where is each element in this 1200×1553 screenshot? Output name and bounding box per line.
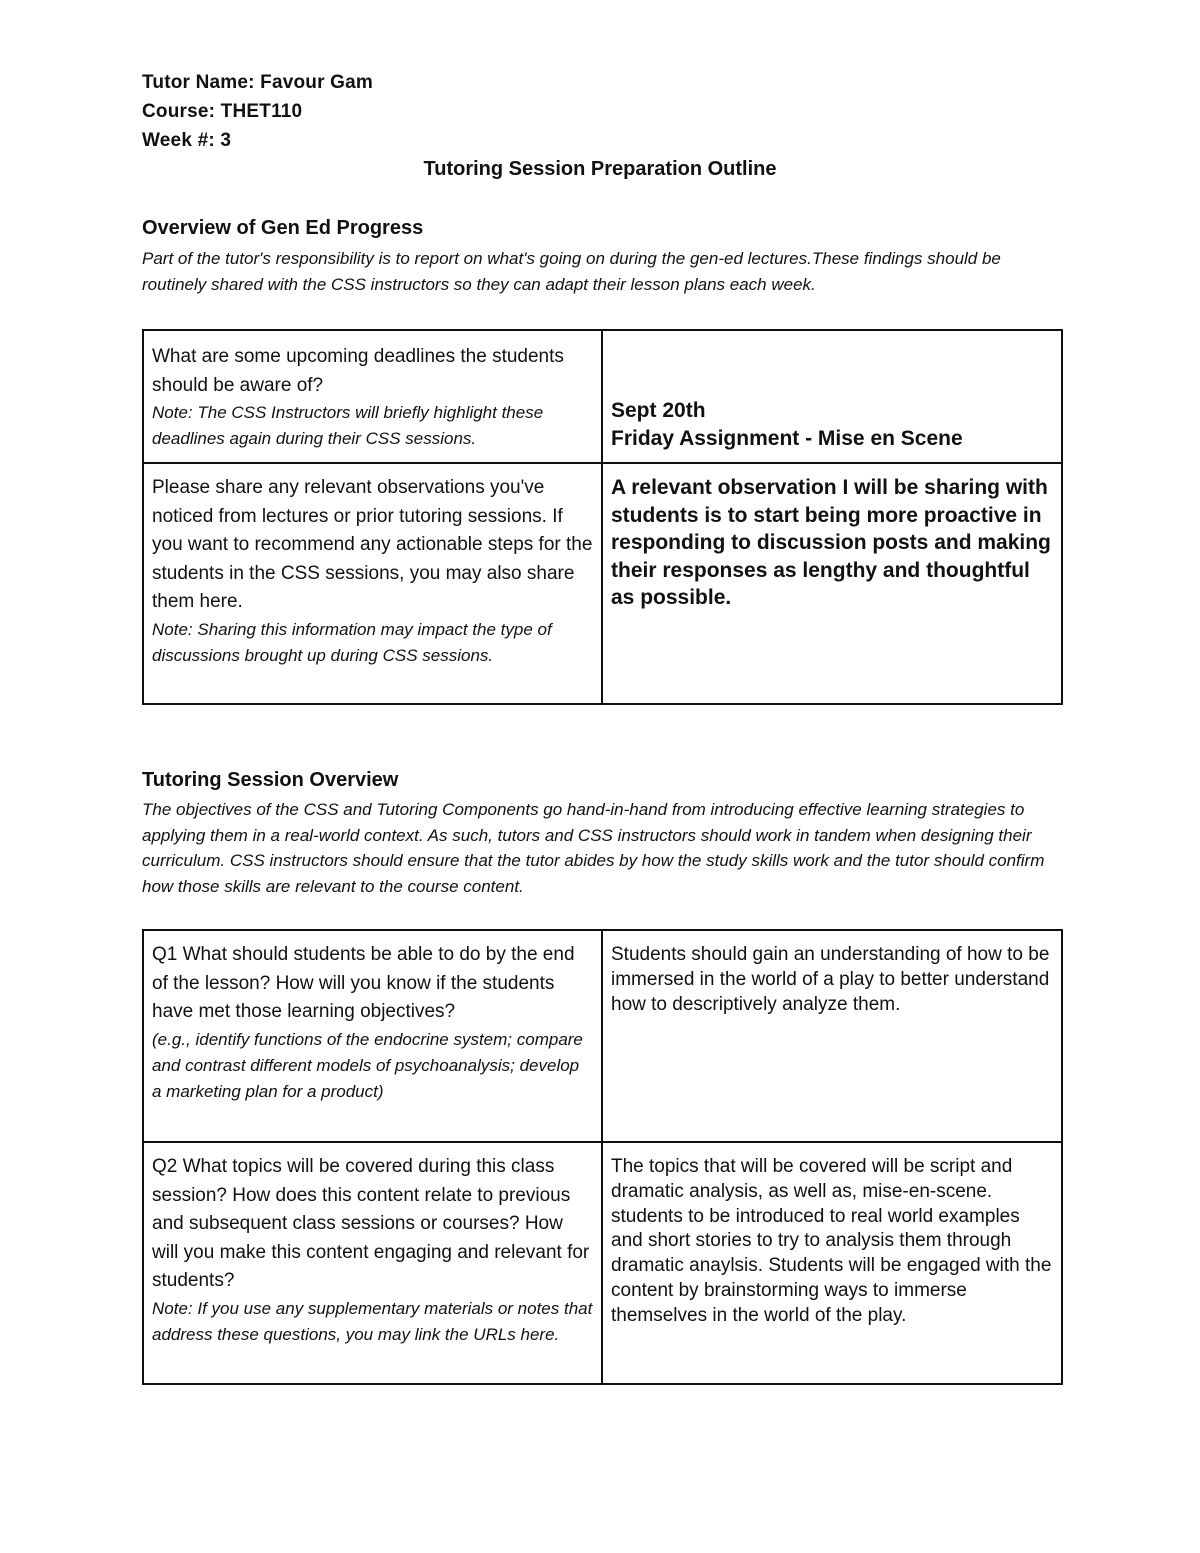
deadline-date: Sept 20th [611,399,706,422]
gen-ed-table [142,329,1063,705]
deadlines-question: What are some upcoming deadlines the students should be aware of? [152,346,564,396]
tutoring-heading: Tutoring Session Overview [142,769,399,791]
answer-cell [602,463,1062,704]
tutoring-intro: The objectives of the CSS and Tutoring Components go hand-in-hand from introducing effective learning strategies to applying them in a real-world context. As such, tutors and CSS instructors should work in tandem when designing their curriculum. CSS instructors should ensure that the tutor abides by how the study skills work and the tutor should confirm how those skills are relevant to the course content. [142,800,1045,896]
observations-note: Note: Sharing this information may impact the type of discussions brought up during CSS sessions. [152,619,552,665]
course-label: Course: THET110 [142,101,303,122]
deadlines-note: Note: The CSS Instructors will briefly highlight these deadlines again during their CSS sessions. [152,403,544,448]
answer-cell [602,1142,1062,1384]
q2-answer: The topics that will be covered will be script and dramatic analysis, as well as, mise-en-scene. students to be introduced to real world examples and short stories to try to analysis them through dramatic anaylsis. Students will be engaged with the content by brainstorming ways to immerse themselves in the world of the play. [611,1156,1052,1326]
table-row [143,330,1062,463]
deadline-assignment: Friday Assignment - Mise en Scene [611,426,963,450]
question-cell [143,463,602,704]
table-row [143,463,1062,704]
document-title: Tutoring Session Preparation Outline [423,158,777,180]
answer-cell [602,330,1062,463]
question-cell [143,330,602,463]
q1-note: (e.g., identify functions of the endocrine system; compare and contrast different models of psychoanalysis; develop a marketing plan for a product) [152,1029,583,1101]
q1-question: Q1 What should students be able to do by the end of the lesson? How will you know if the students have met those learning objectives? [152,944,575,1022]
tutoring-table [142,929,1063,1385]
answer-cell [602,930,1062,1142]
observations-answer: A relevant observation I will be sharing with students is to start being more proactive in responding to discussion posts and making their responses as lengthy and thoughtful as possible. [611,476,1051,609]
question-cell [143,930,602,1142]
q1-answer: Students should gain an understanding of how to be immersed in the world of a play to better understand how to descriptively analyze them. [611,944,1050,1015]
gen-ed-heading: Overview of Gen Ed Progress [142,217,424,239]
tutor-name: Tutor Name: Favour Gam [142,72,374,93]
question-cell [143,1142,602,1384]
table-row [143,1142,1062,1384]
q2-question: Q2 What topics will be covered during this class session? How does this content relate to previous and subsequent class sessions or courses? How will you make this content engaging and relevant for students? [152,1156,590,1291]
week-label: Week #: 3 [142,130,232,151]
q2-note: Note: If you use any supplementary materials or notes that address these questions, you may link the URLs here. [152,1298,593,1344]
observations-question: Please share any relevant observations you've noticed from lectures or prior tutoring sessions. If you want to recommend any actionable steps for the students in the CSS sessions, you may also share them here. [152,477,593,612]
gen-ed-intro: Part of the tutor's responsibility is to report on what's going on during the gen-ed lectures.These findings should be routinely shared with the CSS instructors so they can adapt their lesson plans each week. [142,249,1001,294]
table-row [143,930,1062,1142]
